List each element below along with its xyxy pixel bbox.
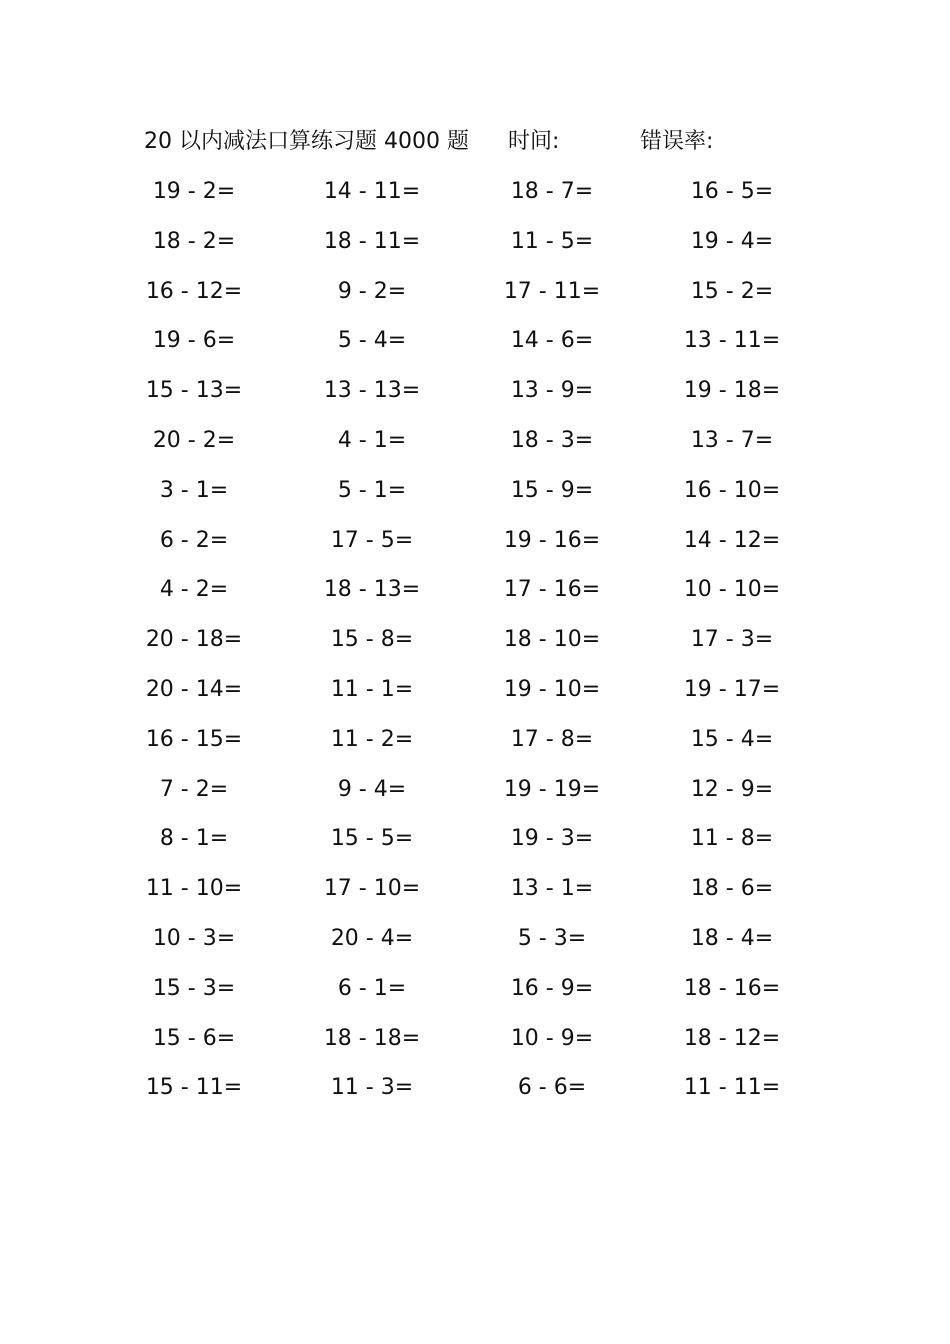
subtraction-problem: 19 - 19= — [503, 776, 601, 802]
subtraction-problem: 17 - 10= — [323, 876, 421, 902]
subtraction-problem: 16 - 10= — [683, 477, 781, 503]
subtraction-problem: 4 - 1= — [337, 427, 407, 453]
problem-row — [0, 869, 950, 919]
subtraction-problem: 10 - 3= — [152, 925, 236, 951]
subtraction-problem: 19 - 17= — [683, 676, 781, 702]
subtraction-problem: 13 - 11= — [683, 328, 781, 354]
subtraction-problem: 11 - 10= — [145, 876, 243, 902]
subtraction-problem: 14 - 12= — [683, 527, 781, 553]
subtraction-problem: 10 - 10= — [683, 577, 781, 603]
subtraction-problem: 15 - 3= — [152, 975, 236, 1001]
subtraction-problem: 10 - 9= — [510, 1025, 594, 1051]
subtraction-problem: 11 - 1= — [330, 676, 414, 702]
subtraction-problem: 3 - 1= — [159, 477, 229, 503]
subtraction-problem: 19 - 18= — [683, 378, 781, 404]
subtraction-problem: 5 - 4= — [337, 328, 407, 354]
problem-grid — [0, 172, 950, 1118]
subtraction-problem: 15 - 6= — [152, 1025, 236, 1051]
subtraction-problem: 5 - 3= — [517, 925, 587, 951]
subtraction-problem: 19 - 6= — [152, 328, 236, 354]
subtraction-problem: 16 - 9= — [510, 975, 594, 1001]
subtraction-problem: 14 - 11= — [323, 179, 421, 204]
subtraction-problem: 15 - 8= — [330, 627, 414, 653]
subtraction-problem: 13 - 7= — [690, 427, 774, 453]
subtraction-problem: 16 - 15= — [145, 726, 243, 752]
subtraction-problem: 18 - 18= — [323, 1025, 421, 1051]
subtraction-problem: 15 - 2= — [690, 278, 774, 304]
subtraction-problem: 12 - 9= — [690, 776, 774, 802]
subtraction-problem: 4 - 2= — [159, 577, 229, 603]
subtraction-problem: 16 - 12= — [145, 278, 243, 304]
subtraction-problem: 17 - 3= — [690, 627, 774, 653]
problem-row — [0, 819, 950, 869]
subtraction-problem: 18 - 16= — [683, 975, 781, 1001]
problem-row — [0, 222, 950, 272]
problem-row — [0, 670, 950, 720]
time-label: 时间: — [508, 129, 560, 154]
subtraction-problem: 11 - 3= — [330, 1075, 414, 1101]
subtraction-problem: 17 - 11= — [503, 278, 601, 304]
subtraction-problem: 20 - 4= — [330, 925, 414, 951]
subtraction-problem: 8 - 1= — [159, 826, 229, 852]
subtraction-problem: 18 - 6= — [690, 876, 774, 902]
subtraction-problem: 11 - 8= — [690, 826, 774, 852]
subtraction-problem: 20 - 14= — [145, 676, 243, 702]
subtraction-problem: 7 - 2= — [159, 776, 229, 802]
problem-row — [0, 620, 950, 670]
subtraction-problem: 18 - 12= — [683, 1025, 781, 1051]
subtraction-problem: 18 - 11= — [323, 228, 421, 254]
subtraction-problem: 19 - 4= — [690, 228, 774, 254]
subtraction-problem: 17 - 5= — [330, 527, 414, 553]
subtraction-problem: 6 - 6= — [517, 1075, 587, 1101]
problem-row — [0, 371, 950, 421]
subtraction-problem: 11 - 11= — [683, 1075, 781, 1101]
subtraction-problem: 18 - 2= — [152, 228, 236, 254]
subtraction-problem: 17 - 8= — [510, 726, 594, 752]
subtraction-problem: 9 - 4= — [337, 776, 407, 802]
subtraction-problem: 15 - 4= — [690, 726, 774, 752]
subtraction-problem: 5 - 1= — [337, 477, 407, 503]
subtraction-problem: 18 - 3= — [510, 427, 594, 453]
subtraction-problem: 11 - 5= — [510, 228, 594, 254]
subtraction-problem: 13 - 13= — [323, 378, 421, 404]
problem-row — [0, 471, 950, 521]
subtraction-problem: 18 - 7= — [510, 179, 594, 204]
subtraction-problem: 18 - 13= — [323, 577, 421, 603]
subtraction-problem: 20 - 2= — [152, 427, 236, 453]
error-rate-label: 错误率: — [640, 129, 714, 154]
problem-row — [0, 521, 950, 571]
problem-row — [0, 172, 950, 222]
problem-row — [0, 272, 950, 322]
subtraction-problem: 18 - 4= — [690, 925, 774, 951]
problem-row — [0, 1019, 950, 1069]
subtraction-problem: 6 - 2= — [159, 527, 229, 553]
problem-row — [0, 570, 950, 620]
problem-row — [0, 770, 950, 820]
subtraction-problem: 16 - 5= — [690, 179, 774, 204]
subtraction-problem: 6 - 1= — [337, 975, 407, 1001]
subtraction-problem: 19 - 16= — [503, 527, 601, 553]
subtraction-problem: 13 - 9= — [510, 378, 594, 404]
subtraction-problem: 15 - 9= — [510, 477, 594, 503]
subtraction-problem: 15 - 13= — [145, 378, 243, 404]
subtraction-problem: 18 - 10= — [503, 627, 601, 653]
problem-row — [0, 919, 950, 969]
worksheet-title: 20 以内减法口算练习题 4000 题 — [144, 129, 469, 154]
problem-row — [0, 321, 950, 371]
subtraction-problem: 11 - 2= — [330, 726, 414, 752]
subtraction-problem: 19 - 3= — [510, 826, 594, 852]
subtraction-problem: 17 - 16= — [503, 577, 601, 603]
subtraction-problem: 9 - 2= — [337, 278, 407, 304]
problem-row — [0, 969, 950, 1019]
subtraction-problem: 19 - 2= — [152, 179, 236, 204]
subtraction-problem: 15 - 11= — [145, 1075, 243, 1101]
subtraction-problem: 19 - 10= — [503, 676, 601, 702]
problem-row — [0, 1068, 950, 1118]
subtraction-problem: 13 - 1= — [510, 876, 594, 902]
subtraction-problem: 20 - 18= — [145, 627, 243, 653]
subtraction-problem: 15 - 5= — [330, 826, 414, 852]
subtraction-problem: 14 - 6= — [510, 328, 594, 354]
problem-row — [0, 720, 950, 770]
problem-row — [0, 421, 950, 471]
